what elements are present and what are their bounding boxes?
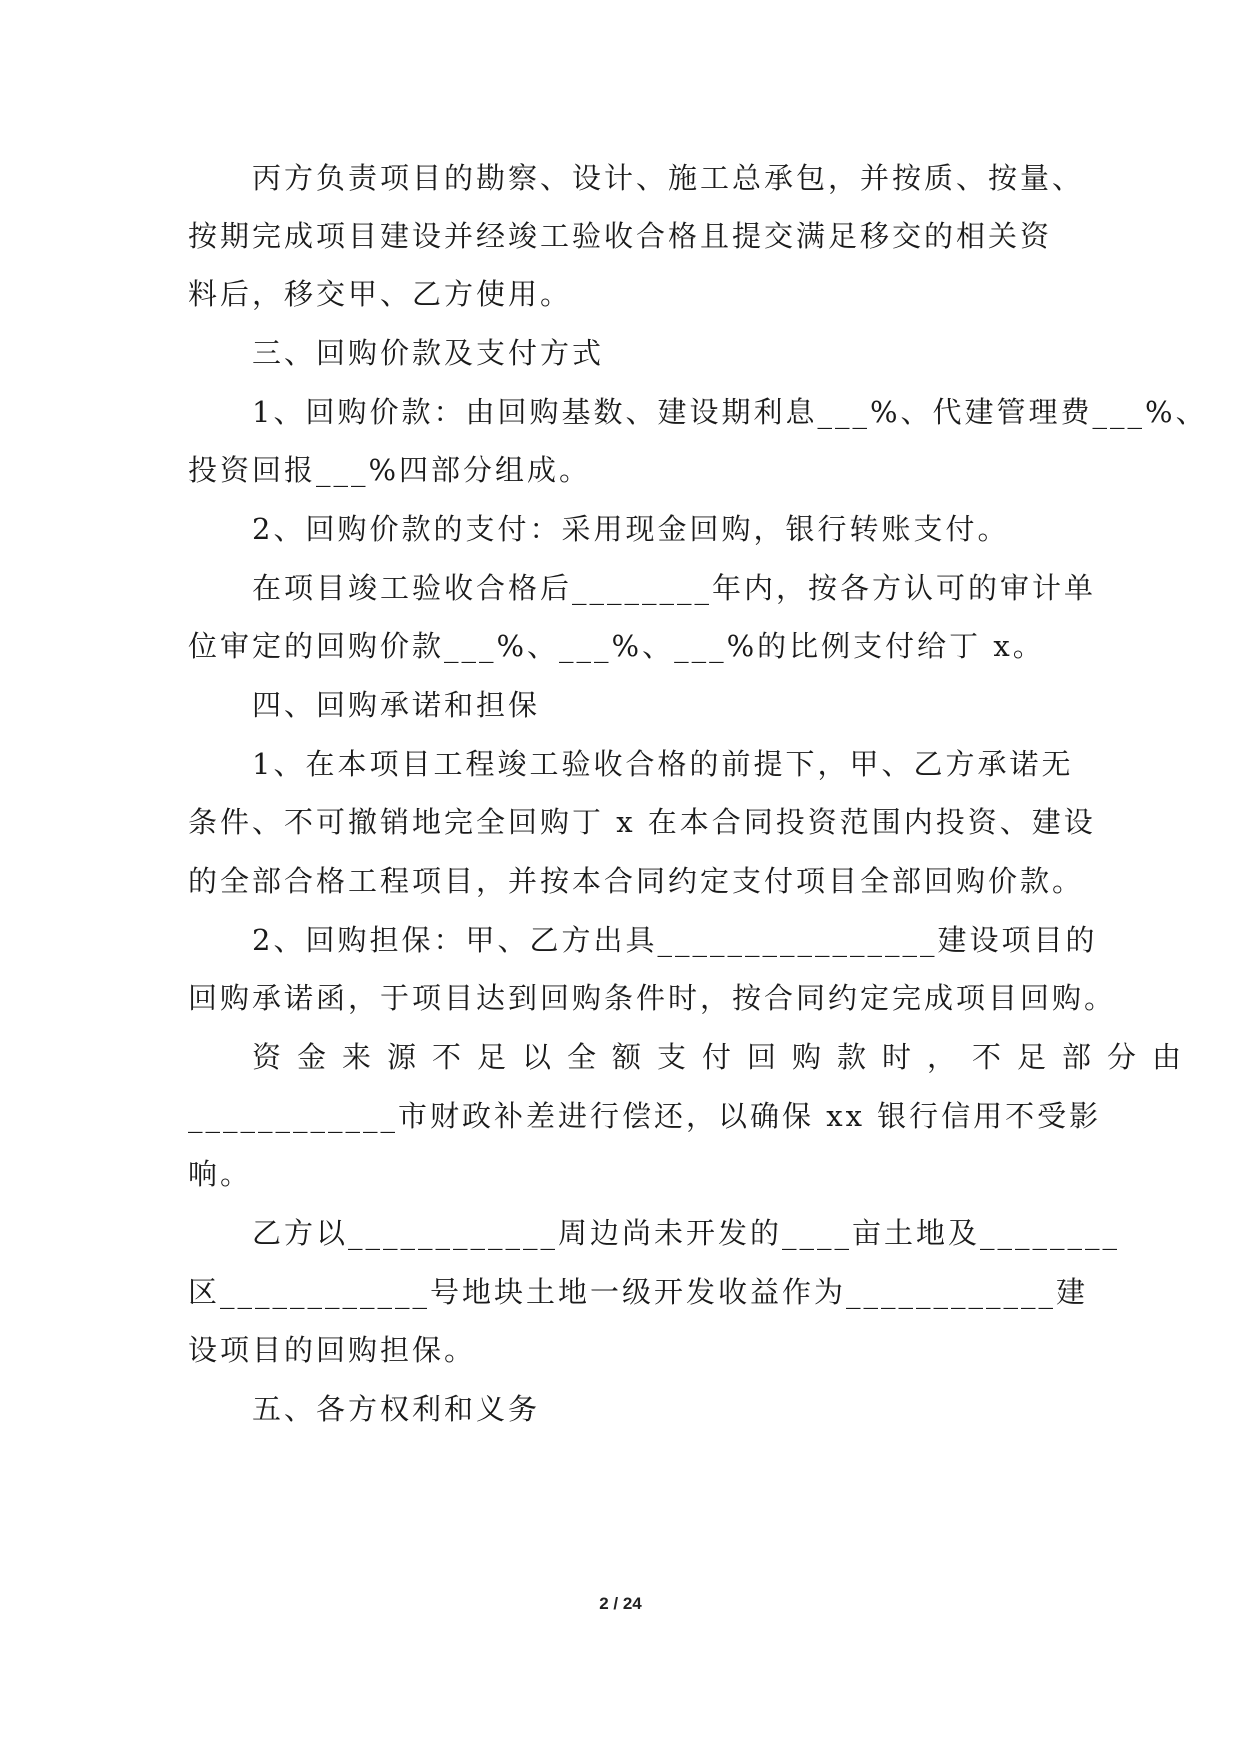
paragraph-line: 2、回购担保：甲、乙方出具________________建设项目的 [252, 923, 1098, 957]
paragraph-line: 1、回购价款：由回购基数、建设期利息___%、代建管理费___%、 [252, 395, 1208, 429]
paragraph-line: 回购承诺函，于项目达到回购条件时，按合同约定完成项目回购。 [188, 981, 1117, 1015]
paragraph-line: 丙方负责项目的勘察、设计、施工总承包，并按质、按量、 [252, 161, 1085, 195]
section-heading: 四、回购承诺和担保 [252, 688, 541, 722]
section-heading: 三、回购价款及支付方式 [252, 336, 605, 370]
paragraph-line: 区____________号地块土地一级开发收益作为____________建 [188, 1275, 1089, 1309]
paragraph-line: 乙方以____________周边尚未开发的____亩土地及________ [252, 1216, 1121, 1250]
paragraph-line: 按期完成项目建设并经竣工验收合格且提交满足移交的相关资 [188, 219, 1053, 253]
paragraph-line: 的全部合格工程项目，并按本合同约定支付项目全部回购价款。 [188, 864, 1085, 898]
paragraph-line: 2、回购价款的支付：采用现金回购，银行转账支付。 [252, 512, 1010, 546]
paragraph-line: ____________市财政补差进行偿还，以确保 xx 银行信用不受影 [188, 1099, 1102, 1133]
paragraph-line: 在项目竣工验收合格后________年内，按各方认可的审计单 [252, 571, 1097, 605]
paragraph-line: 位审定的回购价款___%、___%、___%的比例支付给丁 x。 [188, 629, 1045, 663]
paragraph-line: 条件、不可撤销地完全回购丁 x 在本合同投资范围内投资、建设 [188, 805, 1096, 839]
paragraph-line: 资金来源不足以全额支付回购款时，不足部分由 [252, 1040, 1198, 1074]
paragraph-line: 设项目的回购担保。 [188, 1333, 477, 1367]
paragraph-line: 投资回报___%四部分组成。 [188, 453, 592, 487]
paragraph-line: 响。 [188, 1157, 253, 1191]
paragraph-line: 1、在本项目工程竣工验收合格的前提下，甲、乙方承诺无 [252, 747, 1074, 781]
section-heading: 五、各方权利和义务 [252, 1392, 541, 1426]
page-indicator: 2 / 24 [599, 1594, 642, 1613]
paragraph-line: 料后，移交甲、乙方使用。 [188, 277, 573, 311]
